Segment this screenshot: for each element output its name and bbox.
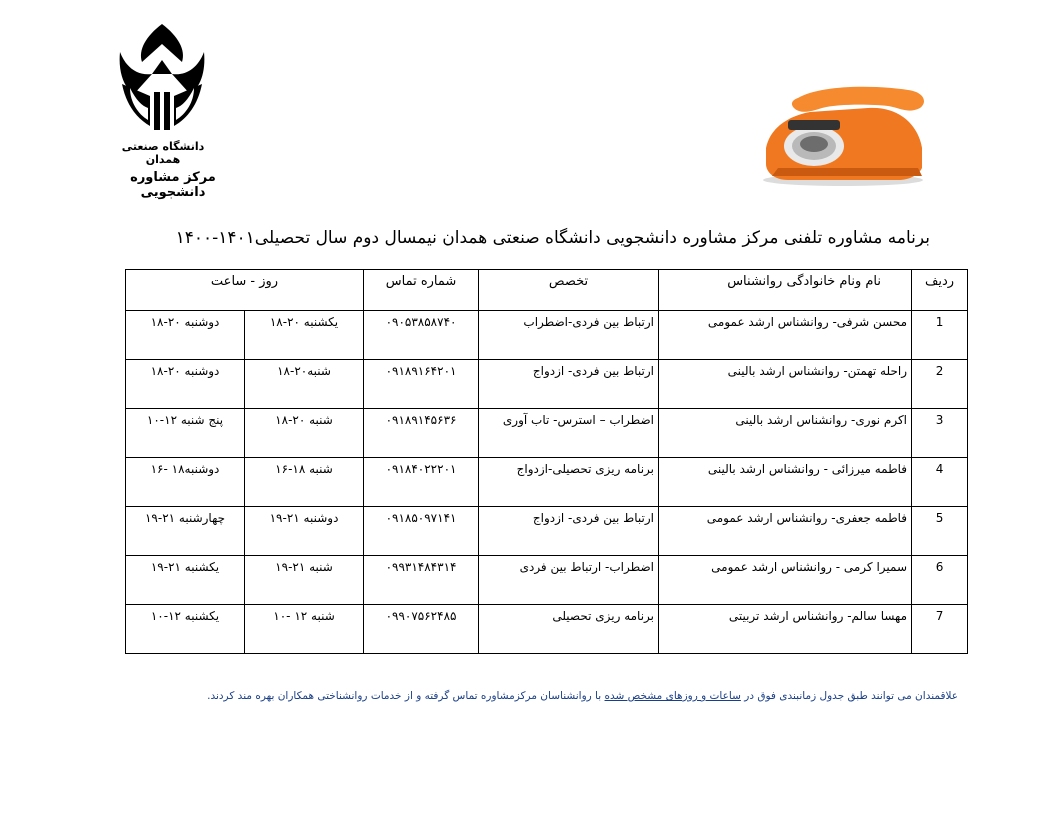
row-number: 2 — [912, 360, 968, 409]
day-time-1: شنبه۲۰-۱۸ — [245, 360, 364, 409]
page-title: برنامه مشاوره تلفنی مرکز مشاوره دانشجویی دانشگاه صنعتی همدان نیمسال دوم سال تحصیلی۱۴۰۱-۱۴۰۰ — [175, 228, 930, 248]
day-time-1: دوشنبه ۲۱-۱۹ — [245, 507, 364, 556]
footnote-part-2: با روانشناسان مرکزمشاوره تماس گرفته و از خدمات روانشناختی همکاران بهره مند کردند. — [207, 690, 602, 702]
day-time-1: شنبه ۱۲ -۱۰ — [245, 605, 364, 654]
table-row — [126, 556, 968, 605]
header-row-number: ردیف — [912, 270, 968, 311]
row-number: 7 — [912, 605, 968, 654]
telephone-image — [758, 68, 928, 188]
phone-number: ۰۹۱۸۵۰۹۷۱۴۱ — [364, 507, 479, 556]
specialty: اضطراب – استرس- تاب آوری — [479, 409, 659, 458]
row-number: 6 — [912, 556, 968, 605]
table-row — [126, 507, 968, 556]
day-time-1: شنبه ۱۸-۱۶ — [245, 458, 364, 507]
table-row — [126, 458, 968, 507]
day-time-2: چهارشنبه ۲۱-۱۹ — [126, 507, 245, 556]
table-row — [126, 409, 968, 458]
specialty: ارتباط بین فردی- ازدواج — [479, 360, 659, 409]
day-time-2: پنج شنبه ۱۲-۱۰ — [126, 409, 245, 458]
phone-number: ۰۹۱۸۹۱۴۵۶۳۶ — [364, 409, 479, 458]
specialty: ارتباط بین فردی-اضطراب — [479, 311, 659, 360]
header-day-time: روز - ساعت — [126, 270, 364, 311]
day-time-1: شنبه ۲۰-۱۸ — [245, 409, 364, 458]
psychologist-name: اکرم نوری- روانشناس ارشد بالینی — [659, 409, 912, 458]
day-time-2: دوشنبه ۲۰-۱۸ — [126, 360, 245, 409]
footnote — [120, 690, 958, 702]
day-time-1: شنبه ۲۱-۱۹ — [245, 556, 364, 605]
counseling-center-name: مرکز مشاوره دانشجویی — [130, 170, 216, 200]
phone-number: ۰۹۹۳۱۴۸۴۳۱۴ — [364, 556, 479, 605]
table-row — [126, 311, 968, 360]
phone-number: ۰۹۱۸۹۱۶۴۲۰۱ — [364, 360, 479, 409]
university-logo — [116, 22, 208, 140]
psychologist-name: محسن شرفی- روانشناس ارشد عمومی — [659, 311, 912, 360]
header-specialty: تخصص — [479, 270, 659, 311]
header-phone: شماره تماس — [364, 270, 479, 311]
day-time-2: دوشنبه۱۸ -۱۶ — [126, 458, 245, 507]
header-psychologist-name: نام ونام خانوادگی روانشناس — [659, 270, 912, 311]
psychologist-name: مهسا سالم- روانشناس ارشد تربیتی — [659, 605, 912, 654]
specialty: برنامه ریزی تحصیلی-ازدواج — [479, 458, 659, 507]
row-number: 4 — [912, 458, 968, 507]
row-number: 5 — [912, 507, 968, 556]
footnote-part-1: علاقمندان می توانند طبق جدول زمانبندی فوق در — [744, 690, 958, 702]
university-name: دانشگاه صنعتی همدان — [121, 140, 205, 166]
day-time-2: یکشنبه ۲۱-۱۹ — [126, 556, 245, 605]
table-row — [126, 605, 968, 654]
table-header-row — [126, 270, 968, 311]
psychologist-name: سمیرا کرمی - روانشناس ارشد عمومی — [659, 556, 912, 605]
psychologist-name: فاطمه میرزائی - روانشناس ارشد بالینی — [659, 458, 912, 507]
specialty: ارتباط بین فردی- ازدواج — [479, 507, 659, 556]
specialty: اضطراب- ارتباط بین فردی — [479, 556, 659, 605]
specialty: برنامه ریزی تحصیلی — [479, 605, 659, 654]
table-row — [126, 360, 968, 409]
psychologist-name: راحله تهمتن- روانشناس ارشد بالینی — [659, 360, 912, 409]
footnote-underlined: ساعات و روزهای مشخص شده — [604, 690, 741, 702]
day-time-1: یکشنبه ۲۰-۱۸ — [245, 311, 364, 360]
phone-number: ۰۹۰۵۳۸۵۸۷۴۰ — [364, 311, 479, 360]
psychologist-name: فاطمه جعفری- روانشناس ارشد عمومی — [659, 507, 912, 556]
row-number: 3 — [912, 409, 968, 458]
day-time-2: دوشنبه ۲۰-۱۸ — [126, 311, 245, 360]
day-time-2: یکشنبه ۱۲-۱۰ — [126, 605, 245, 654]
phone-number: ۰۹۱۸۴۰۲۲۲۰۱ — [364, 458, 479, 507]
row-number: 1 — [912, 311, 968, 360]
phone-number: ۰۹۹۰۷۵۶۲۴۸۵ — [364, 605, 479, 654]
counseling-schedule-table — [125, 269, 968, 654]
